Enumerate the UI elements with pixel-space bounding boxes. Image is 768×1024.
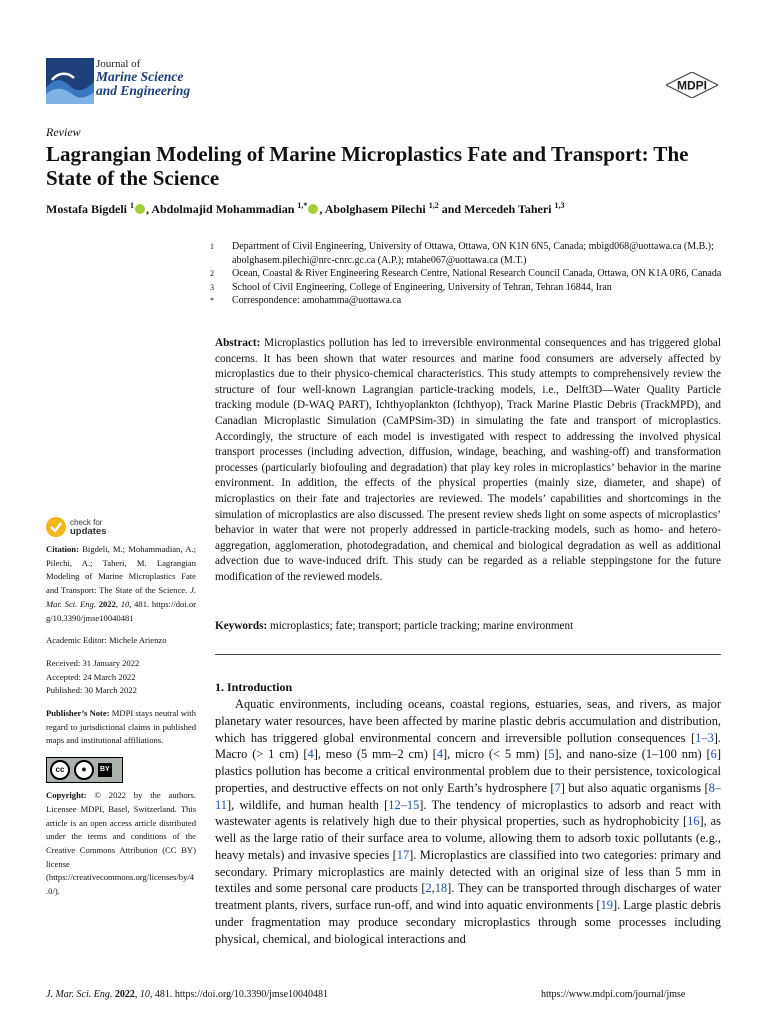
- citation-doi[interactable]: , 481. https://doi.org/10.3390/jmse10040481: [46, 598, 197, 623]
- author-separator: ,: [146, 202, 152, 216]
- accepted-date: Accepted: 24 March 2022: [46, 671, 136, 682]
- keywords-text: microplastics; fate; transport; particle tracking; marine environment: [270, 620, 574, 632]
- affiliation-item: [210, 294, 730, 308]
- author-name: Mercedeh Taheri: [464, 202, 555, 216]
- section-divider: [215, 654, 721, 655]
- mdpi-logo-icon: [666, 72, 718, 98]
- mdpi-logo-text: MDPI: [677, 78, 707, 93]
- intro-text: ]. Large plastic debris under fragmentation may produce secondary microplastics through some processes including physical, chemical, and biological interactions and: [215, 898, 721, 946]
- author-affiliation-mark: 1: [130, 201, 134, 210]
- author-separator: ,: [319, 202, 325, 216]
- received-date: Received: 31 January 2022: [46, 657, 140, 668]
- citation-link[interactable]: 17: [396, 847, 410, 862]
- affiliation-text: School of Civil Engineering, College of Engineering, University of Tehran, Tehran 16844, Iran: [232, 281, 612, 293]
- journal-name-line2: and Engineering: [96, 83, 191, 98]
- author-name: Abolghasem Pilechi: [324, 202, 429, 216]
- intro-text: ], wildlife, and human health [: [226, 797, 389, 812]
- intro-text: ] plastics pollution has become a critical environmental problem due to their persistence, toxicological properties, and destructive effects on not only Earth’s hydrosphere [: [215, 747, 721, 795]
- intro-text: ]. The tendency of microplastics to adsorb and react with wastewater agents is relatively high due to their physical properties, such as hydrophobicity [: [215, 797, 721, 829]
- affiliation-item: [210, 267, 730, 281]
- intro-text: ] but also aquatic organisms [: [560, 780, 709, 795]
- citation-link[interactable]: 5: [548, 747, 555, 762]
- academic-editor: Academic Editor: Michele Arienzo: [46, 635, 167, 646]
- citation-link[interactable]: 18: [434, 881, 448, 896]
- author-name: Abdolmajid Mohammadian: [151, 202, 298, 216]
- keywords: [215, 620, 721, 632]
- author-list: [46, 201, 565, 217]
- intro-text: ], micro (< 5 mm) [: [443, 747, 549, 762]
- affiliation-mark: 2: [210, 269, 214, 278]
- article-type: Review: [46, 125, 81, 139]
- affiliation-mark: *: [210, 296, 214, 305]
- citation-journal: J. Mar. Sci. Eng.: [46, 585, 196, 609]
- check-updates-icon: [46, 517, 66, 537]
- footer-journal-url[interactable]: https://www.mdpi.com/journal/jmse: [541, 989, 686, 1000]
- footer-volume: 10: [139, 989, 150, 1000]
- affiliation-mark: 3: [210, 282, 214, 292]
- footer-doi[interactable]: , 481. https://doi.org/10.3390/jmse10040481: [149, 989, 329, 1000]
- affiliation-text: Department of Civil Engineering, University of Ottawa, Ottawa, ON K1N 6N5, Canada; mbigd068@uottawa.ca (M.B.); abolghasem.pilechi@nrc-cnrc.gc.ca (A.P.); mtahe067@uottawa.ca (M.T.): [232, 241, 714, 266]
- abstract-text: Microplastics pollution has led to irreversible environmental consequences and has triggered global concerns. It has been shown that water resources and marine food consumers are adversely affected by microplastics due to their physico-chemical characteristics. This study attempts to comprehensively review the structure of four well-known Lagrangian particle-tracking models, i.e., Delft3D—Water Quality Particle tracking module (D-WAQ PART), Ichthyoplankton (Ichthyop), Track Marine Plastic Debris (TrackMPD), and Canadian Microplastic Simulation (CaMPSim-3D) in simulating the fate and transport of microplastics. Accordingly, the structure of each model is investigated with respect to addressing the involved physical transport processes (including advection, diffusion, windage, beaching, and washing-off) and transformation processes (particularly biofouling and degradation) that play key roles in microplastics’ behavior in the marine environment. In addition, the effects of the physical properties (mainly size, diameter, and shape) of microplastics on their fate and trajectories are reviewed. The models’ capabilities and shortcomings in the simulation of microplastics are also discussed. The present review sheds light on some aspects of microplastics’ behavior in water that were not properly addressed in particle-tracking models, such as homo- and hetero-aggregation, agglomeration, photodegradation, and chemical and biological degradation as well as additional advection due to wave-induced drift. This study can be regarded as a reliable steppingstone for the future modification of the reviewed models.: [215, 337, 722, 583]
- check-updates-line1: check for: [70, 518, 103, 527]
- affiliation-mark: 1: [210, 242, 214, 251]
- orcid-icon[interactable]: [308, 204, 318, 214]
- citation-link[interactable]: 6: [710, 747, 717, 762]
- check-for-updates[interactable]: [46, 517, 196, 537]
- publisher-note-text: MDPI stays neutral with regard to jurisdictional claims in published maps and institutional affiliations.: [46, 708, 196, 746]
- cc-by-label: BY: [98, 763, 112, 777]
- footer-journal: J. Mar. Sci. Eng.: [46, 989, 113, 1000]
- intro-text: ]. Microplastics are classified into two categories: primary and secondary. Primary microplastics are mainly detected with an original size of less than 5 mm in textiles and some personal care products [: [215, 847, 721, 896]
- abstract-label: Abstract:: [215, 337, 261, 349]
- keywords-label: Keywords:: [215, 620, 268, 632]
- citation: Citation: Bigdeli, M.; Mohammadian, A.; Pilechi, A.; Taheri, M. Lagrangian Modeling of Marine Microplastics Fate and Transport: The State of the Science. J. Mar. Sci. Eng. 2022, 10, 481. https://doi.org/10.3390/jmse10040481: [46, 544, 197, 623]
- citation-link[interactable]: 19: [600, 898, 613, 912]
- citation-year: 2022: [98, 598, 116, 609]
- author-separator: and: [438, 202, 465, 216]
- article-title: Lagrangian Modeling of Marine Microplastics Fate and Transport: The State of the Science: [46, 142, 689, 190]
- citation-link[interactable]: 8–11: [215, 780, 721, 812]
- published-date: Published: 30 March 2022: [46, 685, 137, 696]
- affiliation-text: Ocean, Coastal & River Engineering Research Centre, National Research Council Canada, Ottawa, ON K1A 0R6, Canada: [232, 268, 722, 279]
- citation-link[interactable]: 1–3: [695, 730, 714, 745]
- cc-by-icon: ●: [74, 760, 94, 780]
- journal-name: [96, 58, 190, 98]
- citation-link[interactable]: 12–15: [388, 797, 420, 812]
- affiliation-item: [210, 281, 730, 295]
- cc-label: cc: [50, 760, 70, 780]
- footer-year: 2022: [114, 989, 135, 1000]
- intro-text: Aquatic environments, including oceans, coastal regions, estuaries, seas, and rivers, as major planetary water resources, have been affected by marine plastic debris accumulation and distribution, which has triggered global environmental concern and irreversible pollution consequences [: [215, 697, 721, 745]
- journal-name-line1: Marine Science: [96, 69, 184, 84]
- citation-link[interactable]: 2: [425, 881, 432, 896]
- abstract: [215, 336, 721, 586]
- intro-text: ], meso (5 mm–2 cm) [: [313, 747, 437, 762]
- affiliation-text: Correspondence: amohamma@uottawa.ca: [232, 295, 402, 306]
- citation-volume: 10: [120, 598, 130, 609]
- author-name: Mostafa Bigdeli: [46, 202, 130, 216]
- cc-license-icon[interactable]: [46, 757, 123, 783]
- orcid-icon[interactable]: [135, 204, 145, 214]
- affiliations: [210, 240, 730, 308]
- journal-prefix: Journal of: [96, 58, 141, 70]
- journal-wave-logo-icon: [46, 58, 94, 104]
- copyright-text: © 2022 by the authors. Licensee MDPI, Basel, Switzerland. This article is an open access article distributed under the terms and conditions of the Creative Commons Attribution (CC BY) license (https://creativecommons.org/licenses/by/4.0/).: [46, 790, 196, 897]
- affiliation-item: [210, 240, 730, 267]
- section-heading-introduction: 1. Introduction: [215, 680, 293, 694]
- author-affiliation-mark: 1,2: [428, 201, 439, 210]
- copyright: [46, 789, 196, 899]
- copyright-label: Copyright:: [46, 790, 87, 801]
- sidebar: [46, 517, 196, 908]
- citation-label: Citation:: [46, 544, 79, 554]
- author-affiliation-mark: 1,*: [297, 201, 308, 210]
- publisher-note: [46, 707, 196, 748]
- citation-link[interactable]: 4: [436, 747, 444, 762]
- citation-link[interactable]: 7: [554, 780, 561, 795]
- check-updates-line2: updates: [70, 526, 107, 537]
- intro-text: ,: [431, 881, 435, 896]
- author-affiliation-mark: 1,3: [554, 201, 565, 210]
- footer-citation: J. Mar. Sci. Eng. 2022, 10, 481. https://doi.org/10.3390/jmse10040481: [46, 989, 329, 1000]
- citation-link[interactable]: 16: [687, 814, 700, 829]
- publisher-note-label: Publisher’s Note:: [46, 708, 110, 719]
- citation-text: Bigdeli, M.; Mohammadian, A.; Pilechi, A.; Taheri, M. Lagrangian Modeling of Marine Microplastics Fate and Transport: The State of the Science.: [46, 544, 196, 596]
- intro-text: ], and nano-size (1–100 nm) [: [554, 747, 711, 762]
- intro-text: ]. Macro (> 1 cm) [: [215, 730, 721, 762]
- intro-text: ]. They can be transported through discharges of water treatment plants, rivers, surface run-off, and wind into aquatic environments [: [215, 881, 721, 912]
- citation-link[interactable]: 4: [307, 747, 314, 762]
- intro-text: ], as well as the large ratio of their surface area to volume, allowing them to adsorb toxic pollutants (e.g., heavy metals) and invasive species [: [215, 814, 721, 862]
- introduction-paragraph: [215, 696, 721, 947]
